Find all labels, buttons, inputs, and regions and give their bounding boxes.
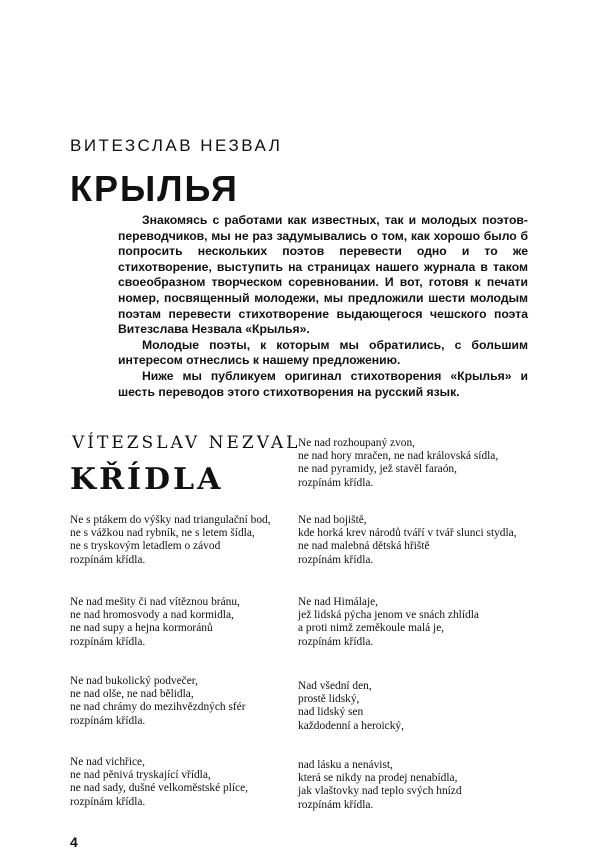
poem-line: ne nad pyramidy, jež stavěl faraón, bbox=[298, 463, 457, 476]
stanza-right-4 bbox=[298, 680, 404, 733]
poem-line: ne nad chrámy do mezihvězdných sfér bbox=[70, 701, 246, 714]
author-name-ru: ВИТЕЗСЛАВ НЕЗВАЛ bbox=[70, 136, 283, 155]
poem-line: rozpínám křídla. bbox=[298, 476, 374, 489]
poem-line: Ne nad mešity či nad vítěznou bránu, bbox=[70, 596, 240, 608]
intro-paragraph: Знакомясь с работами как известных, так и молодых поэтов-переводчиков, мы не раз задумывались о том, как хорошо было б попросить нескольких поэтов перевести одно и то же стихотворение, выступить на страницах нашего журнала в таком своеобразном творческом соревновании. И вот, готовя к печати номер, посвященный молодежи, мы предложили шести молодым поэтам перевести стихотворение выдающегося чешского поэта Витезслава Незвала «Крылья». bbox=[118, 213, 528, 337]
poem-line: ne nad hory mračen, ne nad královská sídla, bbox=[298, 450, 499, 463]
poem-line: Ne s ptákem do výšky nad triangulační bod, bbox=[70, 514, 271, 526]
poem-line: ne nad supy a hejna kormoránů bbox=[70, 622, 213, 635]
poem-line: nad lásku a nenávist, bbox=[298, 759, 393, 771]
poem-line: každodenní a heroický, bbox=[298, 719, 404, 732]
poem-line: ne s tryskovým letadlem o závod bbox=[70, 540, 221, 553]
poem-line: která se nikdy na prodej nenabídla, bbox=[298, 772, 458, 785]
poem-line: Ne nad bojiště, bbox=[298, 514, 367, 526]
poem-line: Ne nad bukolický podvečer, bbox=[70, 675, 198, 687]
poem-line: Ne nad rozhoupaný zvon, bbox=[298, 437, 416, 449]
stanza-left-3 bbox=[70, 675, 246, 728]
poem-line: nad lidský sen bbox=[298, 706, 364, 719]
poem-line: Ne nad Himálaje, bbox=[298, 596, 379, 608]
stanza-right-3 bbox=[298, 596, 479, 649]
intro-text bbox=[118, 213, 528, 400]
poem-line: ne nad malebná dětská hřiště bbox=[298, 540, 430, 553]
poem-line: rozpínám křídla. bbox=[70, 635, 146, 648]
poem-line: rozpínám křídla. bbox=[298, 553, 374, 566]
stanza-left-4 bbox=[70, 756, 248, 809]
poem-line: ne nad olše, ne nad bělidla, bbox=[70, 688, 194, 701]
poem-line: ne nad pěnivá tryskající vřídla, bbox=[70, 769, 211, 782]
author-name-cz: VÍTEZSLAV NEZVAL bbox=[72, 433, 301, 453]
poem-line: ne nad hromosvody a nad kormidla, bbox=[70, 609, 234, 622]
poem-line: ne s vážkou nad rybník, ne s letem šídla, bbox=[70, 527, 255, 540]
stanza-right-2 bbox=[298, 514, 517, 567]
page-number: 4 bbox=[70, 834, 78, 850]
poem-line: ne nad sady, dušné velkoměstské plíce, bbox=[70, 782, 248, 795]
poem-line: rozpínám křídla. bbox=[298, 798, 374, 811]
poem-line: Nad všední den, bbox=[298, 680, 372, 692]
poem-line: a proti nimž zeměkoule malá je, bbox=[298, 622, 445, 635]
stanza-left-1 bbox=[70, 514, 271, 567]
poem-line: kde horká krev národů tváří v tvář slunci stydla, bbox=[298, 527, 517, 540]
poem-line: rozpínám křídla. bbox=[70, 795, 146, 808]
poem-line: rozpínám křídla. bbox=[70, 553, 146, 566]
poem-line: rozpínám křídla. bbox=[70, 714, 146, 727]
intro-paragraph: Ниже мы публикуем оригинал стихотворения «Крылья» и шесть переводов этого стихотворения на русский язык. bbox=[118, 368, 528, 399]
intro-paragraph: Молодые поэты, к которым мы обратились, с большим интересом отнеслись к нашему предложению. bbox=[118, 337, 528, 368]
poem-title-cz: KŘÍDLA bbox=[70, 462, 224, 497]
stanza-right-5 bbox=[298, 759, 462, 812]
stanza-right-1 bbox=[298, 437, 498, 490]
poem-line: jak vlaštovky nad teplo svých hnízd bbox=[298, 785, 462, 798]
stanza-left-2 bbox=[70, 596, 240, 649]
poem-line: Ne nad vichřice, bbox=[70, 756, 145, 768]
poem-line: prostě lidský, bbox=[298, 693, 360, 706]
poem-title-ru: КРЫЛЬЯ bbox=[70, 168, 239, 209]
poem-line: rozpínám křídla. bbox=[298, 635, 374, 648]
poem-line: jež lidská pýcha jenom ve snách zhlídla bbox=[298, 609, 479, 622]
